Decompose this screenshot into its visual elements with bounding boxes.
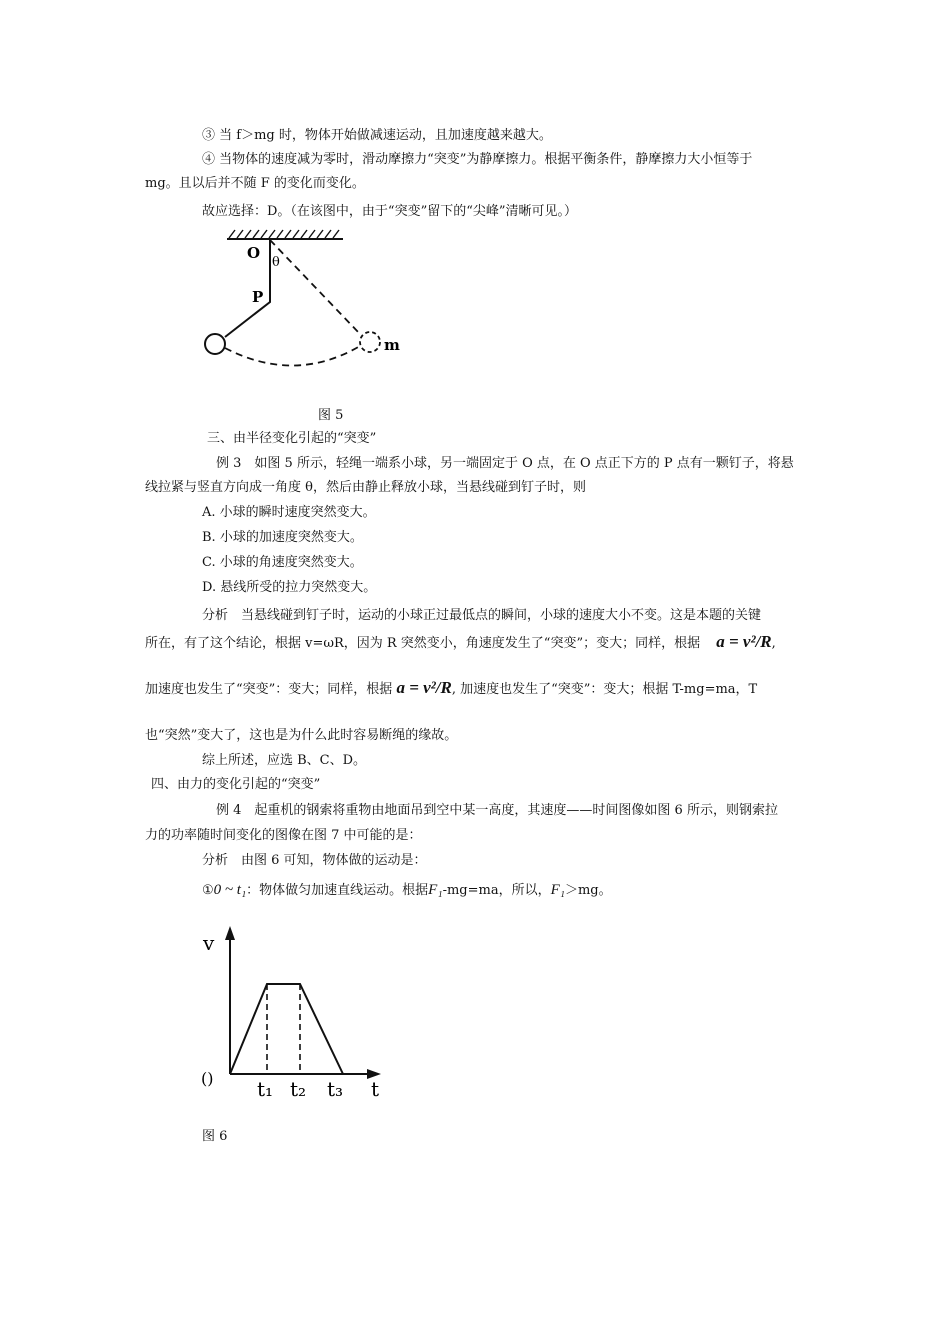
label-t2: t₂ bbox=[290, 1077, 307, 1101]
label-t1: t₁ bbox=[257, 1077, 274, 1101]
example-3-line-a: 例 3 如图 5 所示，轻绳一端系小球，另一端固定于 O 点，在 O 点正下方的 P 点有一颗钉子，将悬 bbox=[216, 456, 794, 471]
analysis-line-3 bbox=[145, 678, 757, 700]
option-b: B. 小球的加速度突然变大。 bbox=[202, 530, 363, 545]
step-1-force-2: F₁ bbox=[550, 882, 565, 898]
label-t: t bbox=[371, 1077, 380, 1101]
analysis-line-1: 分析 当悬线碰到钉子时，运动的小球正过最低点的瞬间，小球的速度大小不变。这是本题的关键 bbox=[202, 608, 762, 623]
para-line-1: ③ 当 f＞mg 时，物体开始做减速运动，且加速度越来越大。 bbox=[202, 128, 552, 143]
section-4-heading: 四、由力的变化引起的“突变” bbox=[151, 777, 321, 792]
step-1-text-3: ＞mg。 bbox=[564, 883, 612, 898]
para-line-2a: ④ 当物体的速度减为零时，滑动摩擦力“突变”为静摩擦力。根据平衡条件，静摩擦力大小恒等于 bbox=[202, 152, 753, 167]
label-t3: t₃ bbox=[327, 1077, 344, 1101]
figure-6-caption: 图 6 bbox=[202, 1129, 228, 1144]
arc-dashed bbox=[225, 346, 360, 366]
summary-line: 综上所述，应选 B、C、D。 bbox=[202, 753, 367, 768]
step-1-line bbox=[202, 880, 612, 901]
rope-dashed bbox=[270, 240, 360, 334]
analysis-line-2 bbox=[145, 632, 776, 654]
label-O: O bbox=[247, 244, 261, 262]
v-axis-arrow bbox=[225, 926, 235, 940]
analysis-line-3-text-b: , 加速度也发生了“突变”：变大；根据 T-mg=ma，T bbox=[451, 682, 758, 697]
para-line-2b: mg。且以后并不随 F 的变化而变化。 bbox=[145, 176, 365, 191]
analysis-line-4: 也“突然”变大了，这也是为什么此时容易断绳的缘故。 bbox=[145, 728, 458, 743]
figure-6-vt-graph bbox=[195, 922, 395, 1102]
formula-centripetal-2: a = v²/R bbox=[396, 678, 452, 697]
example-4-line-b: 力的功率随时间变化的图像在图 7 中可能的是： bbox=[145, 828, 422, 843]
example-4-line-a: 例 4 起重机的钢索将重物由地面吊到空中某一高度，其速度——时间图像如图 6 所示，则钢索拉 bbox=[216, 803, 778, 818]
label-theta: θ bbox=[272, 255, 280, 270]
step-1-prefix: ① bbox=[202, 883, 214, 898]
figure-5-caption: 图 5 bbox=[318, 408, 344, 423]
para-line-3: 故应选择：D。（在该图中，由于“突变”留下的“尖峰”清晰可见。） bbox=[202, 204, 578, 219]
section-3-heading: 三、由半径变化引起的“突变” bbox=[207, 431, 377, 446]
step-1-force: F₁ bbox=[428, 882, 443, 898]
analysis-line-2-text: 所在，有了这个结论，根据 v=ωR，因为 R 突然变小，角速度发生了“突变”；变大；同样，根据 bbox=[145, 636, 701, 651]
label-v: v bbox=[203, 931, 215, 955]
formula-centripetal-1: a = v²/R bbox=[716, 632, 772, 651]
velocity-curve bbox=[230, 984, 343, 1074]
analysis-line-5: 分析 由图 6 可知，物体做的运动是： bbox=[202, 853, 427, 868]
step-1-text-2: -mg=ma，所以， bbox=[442, 883, 551, 898]
ball-dashed bbox=[360, 332, 380, 352]
analysis-line-3-text-a: 加速度也发生了“突变”：变大；同样，根据 bbox=[145, 682, 393, 697]
step-1-interval: 0 ~ t₁ bbox=[213, 882, 247, 898]
step-1-text: ：物体做匀加速直线运动。根据 bbox=[246, 883, 429, 898]
label-origin: () bbox=[201, 1069, 214, 1088]
option-a: A. 小球的瞬时速度突然变大。 bbox=[202, 505, 376, 520]
option-d: D. 悬线所受的拉力突然变大。 bbox=[202, 580, 377, 595]
example-3-line-b: 线拉紧与竖直方向成一角度 θ，然后由静止释放小球，当悬线碰到钉子时，则 bbox=[145, 480, 586, 495]
label-P: P bbox=[252, 288, 264, 306]
label-m: m bbox=[384, 336, 400, 354]
figure-5-diagram bbox=[195, 222, 425, 392]
analysis-line-2-comma: , bbox=[771, 636, 776, 651]
option-c: C. 小球的角速度突然变大。 bbox=[202, 555, 363, 570]
ball-solid bbox=[205, 334, 225, 354]
ceiling-hatch bbox=[229, 230, 339, 238]
